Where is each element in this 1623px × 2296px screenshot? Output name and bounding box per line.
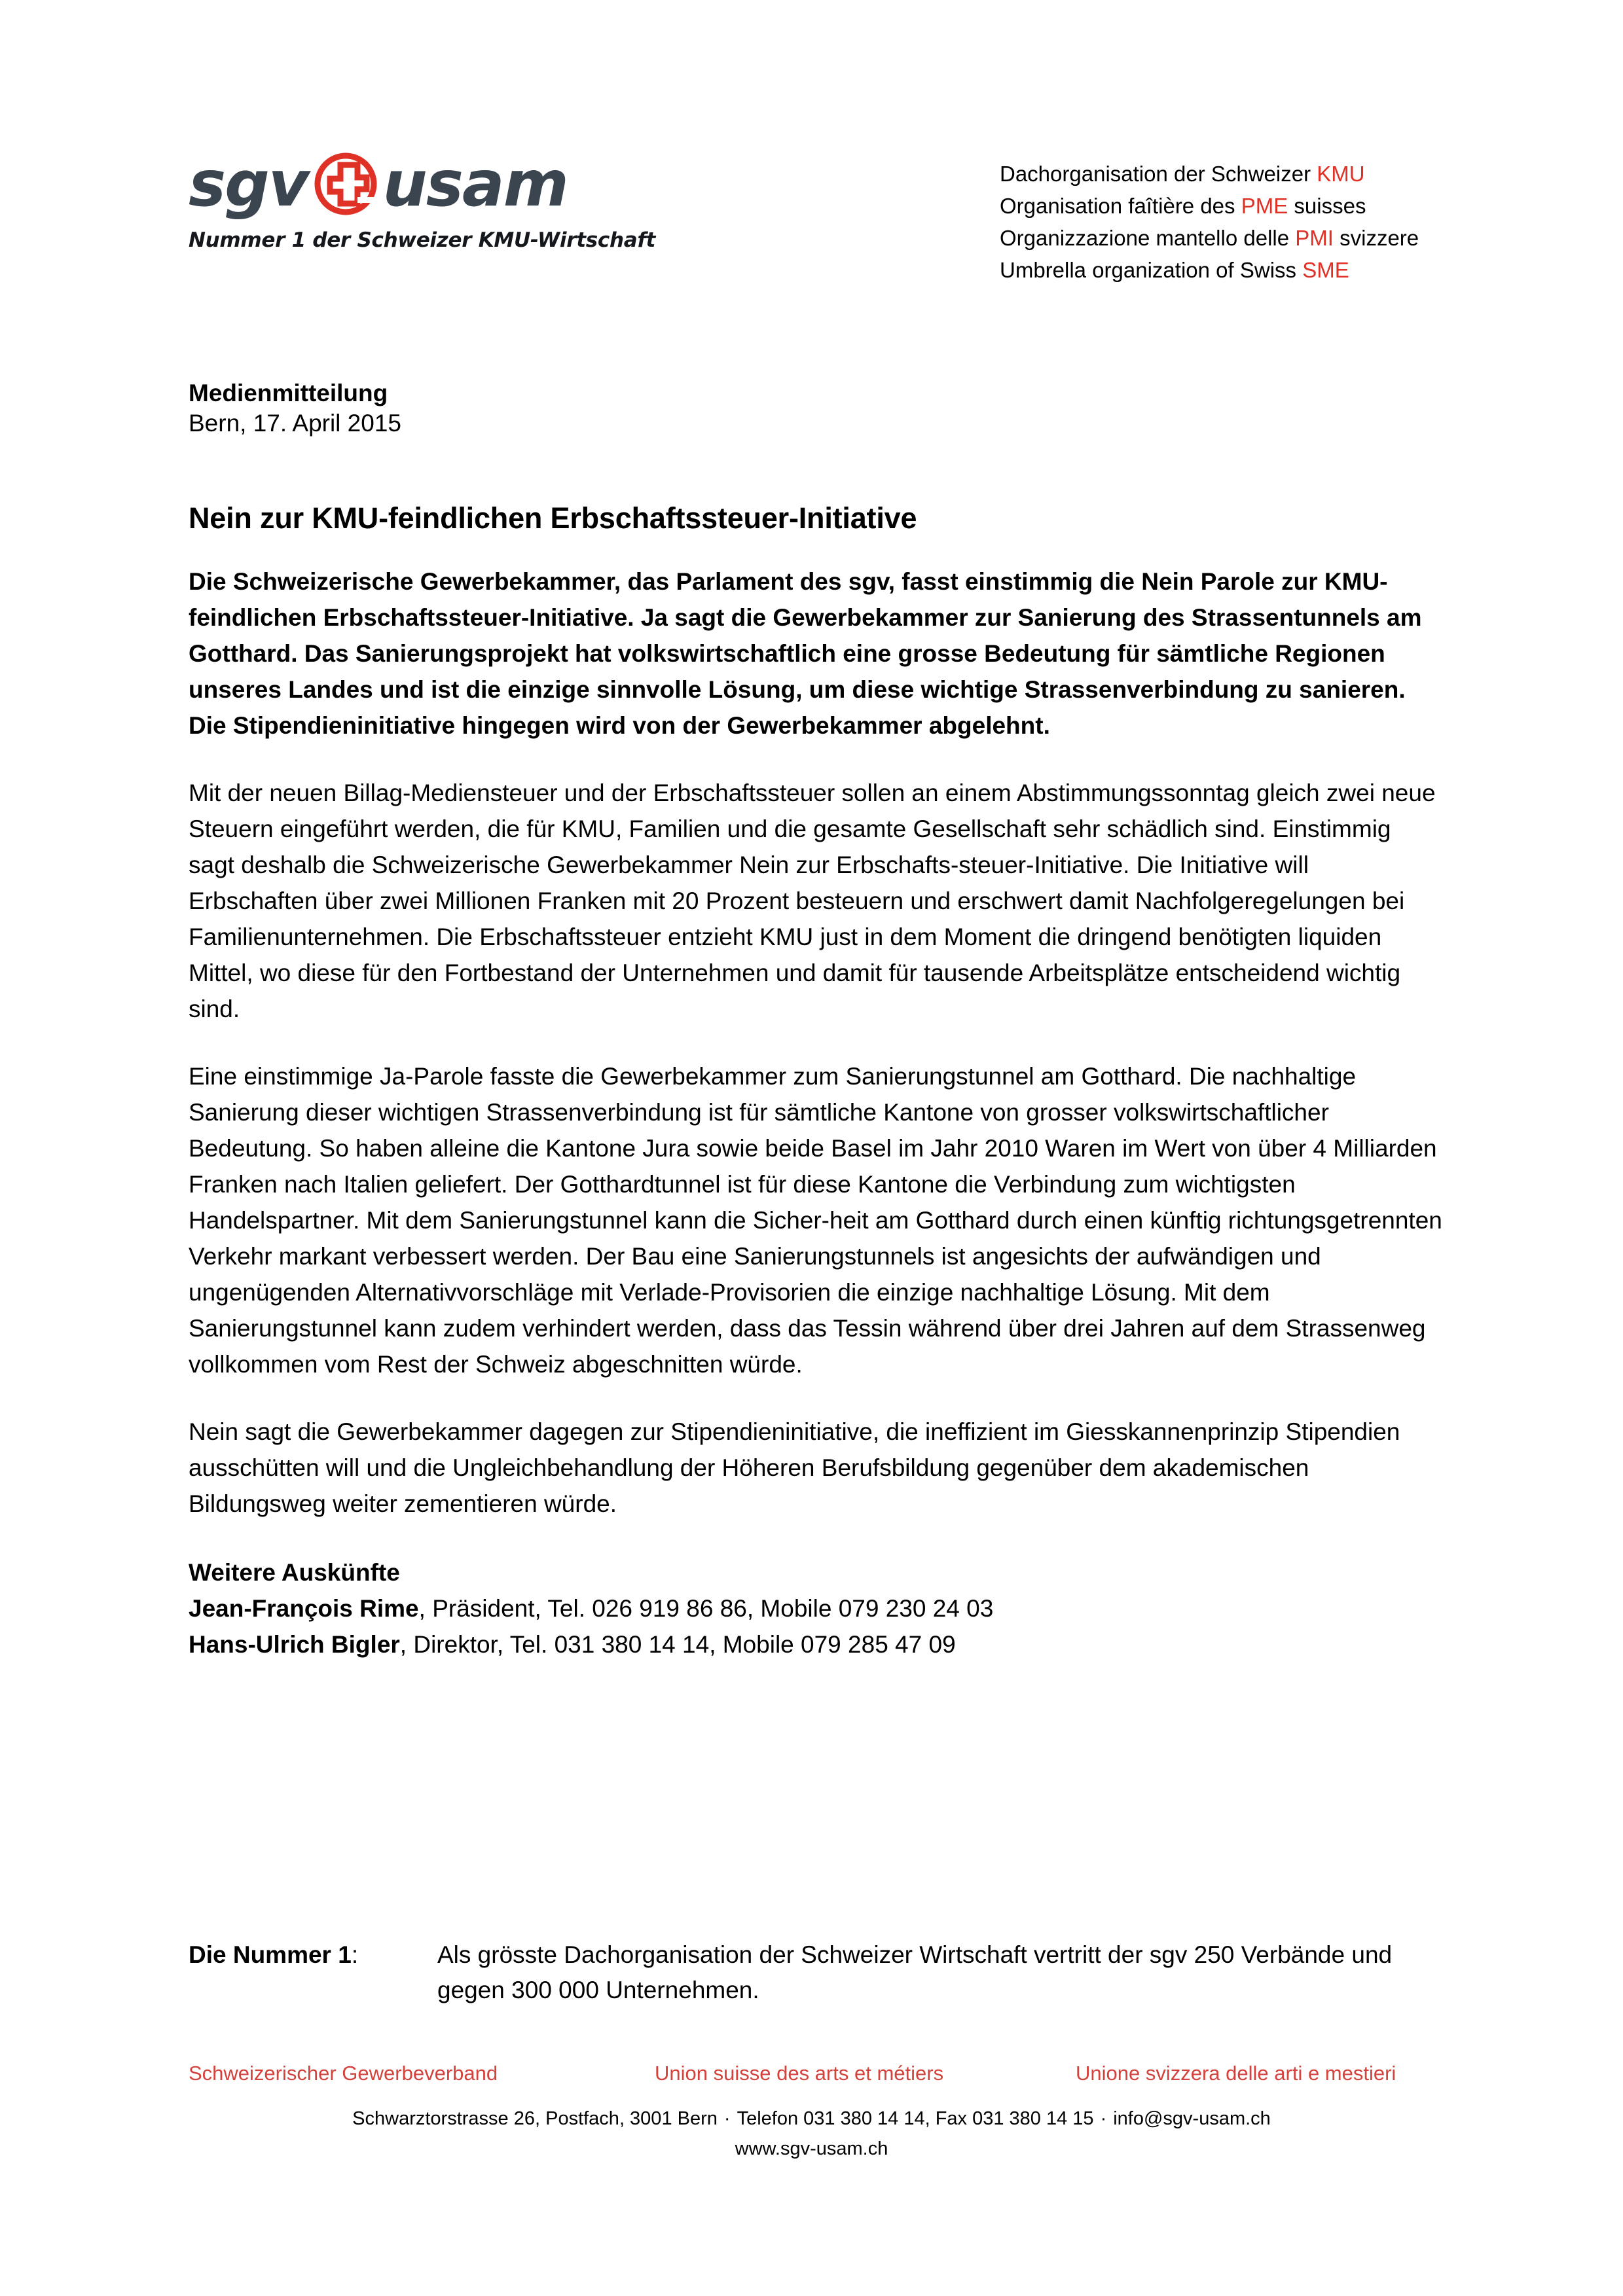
logo-wordmark	[189, 147, 594, 221]
org-abbr-kmu: KMU	[1317, 162, 1365, 186]
org-abbr-pmi: PMI	[1295, 226, 1334, 250]
org-abbr-pme: PME	[1241, 194, 1288, 218]
org-line-de: Dachorganisation der Schweizer KMU	[1000, 162, 1365, 186]
contact-name: Hans-Ulrich Bigler	[189, 1631, 400, 1658]
body-paragraph-2: Eine einstimmige Ja-Parole fasste die Gewerbekammer zum Sanierungstunnel am Gotthard. Die nachhaltige Sanierung dieser wichtigen Strassenverbindung ist für sämtliche Kantone von grosser volkswirtschaftlicher Bedeutung. So haben alleine die Kantone Jura sowie beide Basel im Jahr 2010 Waren im Wert von über 4 Milliarden Franken nach Italien geliefert. Der Gotthardtunnel ist für diese Kantone die Verbindung zum wichtigsten Handelspartner. Mit dem Sanierungstunnel kann die Sicher-heit am Gotthard durch einen künftig richtungsgetrennten Verkehr markant verbessert werden. Der Bau eine Sanierungstunnels ist angesichts der aufwändigen und ungenügenden Alternativvorschläge mit Verlade-Provisorien die einzige nachhaltige Lösung. Mit dem Sanierungstunnel kann zudem verhindert werden, dass das Tessin während über drei Jahren auf dem Strassenweg vollkommen vom Rest der Schweiz abgeschnitten würde.	[189, 1063, 1442, 1378]
footer-name-fr: Union suisse des arts et métiers	[655, 2062, 944, 2085]
contact-row	[189, 1590, 1442, 1626]
logo-tagline: Nummer 1 der Schweizer KMU-Wirtschaft	[189, 228, 656, 252]
lead-paragraph: Die Schweizerische Gewerbekammer, das Parlament des sgv, fasst einstimmig die Nein Parole zur KMU-feindlichen Erbschaftssteuer-Initiative. Ja sagt die Gewerbekammer zur Sanierung des Strassentunnels am Gotthard. Das Sanierungsprojekt hat volkswirtschaftlich eine grosse Bedeutung für sämtliche Regionen unseres Landes und ist die einzige sinnvolle Lösung, um diese wichtige Strassenverbindung zu sanieren. Die Stipendieninitiative hingegen wird von der Gewerbekammer abgelehnt.	[189, 568, 1422, 739]
contact-heading: Weitere Auskünfte	[189, 1559, 400, 1586]
org-line-fr: Organisation faîtière des PME suisses	[1000, 194, 1366, 218]
organization-languages-block	[1000, 158, 1419, 286]
contact-row	[189, 1626, 1442, 1662]
footer-separator-2: ·	[1100, 2108, 1107, 2129]
footer-name-it: Unione svizzera delle arti e mestieri	[1076, 2062, 1396, 2085]
footer-email[interactable]: info@sgv-usam.ch	[1113, 2108, 1271, 2129]
org-line-it: Organizzazione mantello delle PMI svizzere	[1000, 226, 1419, 250]
page-title: Nein zur KMU-feindlichen Erbschaftssteuer-Initiative	[189, 501, 917, 535]
contact-name: Jean-François Rime	[189, 1595, 419, 1622]
footer-website-line	[0, 2134, 1623, 2164]
footer-phone-fax: Telefon 031 380 14 14, Fax 031 380 14 15	[737, 2108, 1094, 2129]
contact-details: , Direktor, Tel. 031 380 14 14, Mobile 079 285 47 09	[399, 1631, 956, 1658]
nummer-eins-block	[189, 1937, 1442, 2008]
page-header	[0, 147, 1623, 285]
footer-separator-1: ·	[723, 2108, 731, 2129]
org-abbr-sme: SME	[1302, 258, 1349, 282]
body-paragraph-3: Nein sagt die Gewerbekammer dagegen zur Stipendieninitiative, die ineffizient im Giesskannenprinzip Stipendien ausschütten will und die Ungleichbehandlung der Höheren Berufsbildung gegenüber dem akademischen Bildungsweg weiter zementieren würde.	[189, 1418, 1400, 1517]
nummer-eins-label	[189, 1937, 437, 1973]
dateline: Bern, 17. April 2015	[189, 410, 401, 437]
logo-word-sgv: sgv	[189, 147, 308, 221]
footer-name-de: Schweizerischer Gewerbeverband	[189, 2062, 498, 2085]
footer-organization-names	[0, 2062, 1623, 2094]
footer-contact-details	[0, 2104, 1623, 2164]
body-paragraph-1: Mit der neuen Billag-Mediensteuer und der Erbschaftssteuer sollen an einem Abstimmungssonntag gleich zwei neue Steuern eingeführt werden, die für KMU, Familien und die gesamte Gesellschaft sehr schädlich sind. Einstimmig sagt deshalb die Schweizerische Gewerbekammer Nein zur Erbschafts-steuer-Initiative. Die Initiative will Erbschaften über zwei Millionen Franken mit 20 Prozent besteuern und erschwert damit Nachfolgeregelungen bei Familienunternehmen. Die Erbschaftssteuer entzieht KMU just in dem Moment die dringend benötigten liquiden Mittel, wo diese für den Fortbestand der Unternehmen und damit für tausende Arbeitsplätze entscheidend wichtig sind.	[189, 780, 1436, 1022]
org-line-en: Umbrella organization of Swiss SME	[1000, 258, 1349, 282]
footer-website[interactable]: www.sgv-usam.ch	[735, 2138, 888, 2159]
footer-postal-address: Schwarztorstrasse 26, Postfach, 3001 Bern	[352, 2108, 718, 2129]
footer-address-line	[0, 2104, 1623, 2134]
page-footer	[0, 2062, 1623, 2164]
nummer-eins-description: Als grösste Dachorganisation der Schweizer Wirtschaft vertritt der sgv 250 Verbände und gegen 300 000 Unternehmen.	[437, 1941, 1393, 2003]
nummer-eins-label-text: Die Nummer 1	[189, 1941, 352, 1968]
logo-word-usam: usam	[382, 147, 568, 221]
document-kind: Medienmitteilung	[189, 380, 388, 406]
swiss-cross-circle-logo-icon	[310, 149, 381, 219]
nummer-eins-colon: :	[351, 1941, 359, 1968]
document-body	[189, 378, 1442, 1662]
contact-details: , Präsident, Tel. 026 919 86 86, Mobile 079 230 24 03	[418, 1595, 994, 1622]
sgv-usam-logo	[189, 147, 656, 252]
